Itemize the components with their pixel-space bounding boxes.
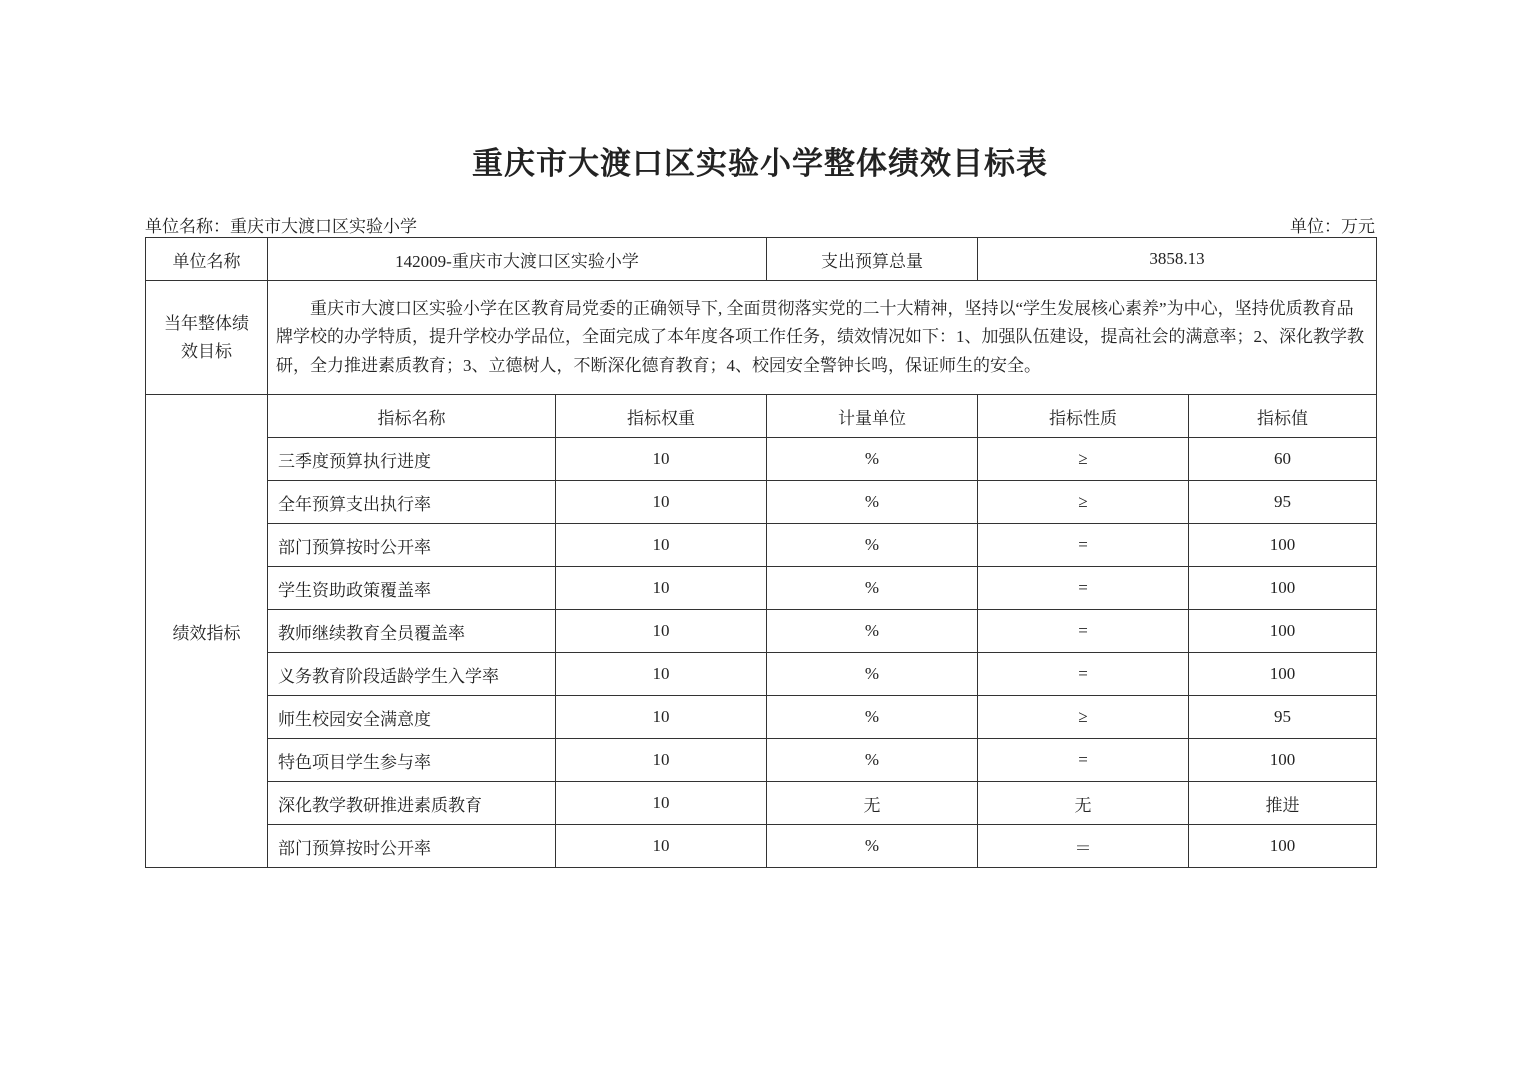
indicator-nature: =: [978, 610, 1189, 653]
goal-text: 重庆市大渡口区实验小学在区教育局党委的正确领导下, 全面贯彻落实党的二十大精神，坚持以“学生发展核心素养”为中心，坚持优质教育品牌学校的办学特质，提升学校办学品位，全面完成了本年度各项工作任务，绩效情况如下：1、加强队伍建设，提高社会的满意率；2、深化教学教研，全力推进素质教育；3、立德树人，不断深化德育教育；4、校园安全警钟长鸣，保证师生的安全。: [268, 281, 1377, 395]
column-header: 指标名称: [268, 395, 556, 438]
indicator-unit: %: [767, 567, 978, 610]
indicator-unit: %: [767, 524, 978, 567]
page-title: 重庆市大渡口区实验小学整体绩效目标表: [472, 146, 1048, 182]
indicator-unit: %: [767, 481, 978, 524]
indicator-value: 60: [1189, 438, 1377, 481]
table-row: [146, 524, 1377, 567]
indicator-weight: 10: [556, 481, 767, 524]
indicator-nature: ≥: [978, 696, 1189, 739]
indicator-nature: =: [978, 524, 1189, 567]
indicator-weight: 10: [556, 438, 767, 481]
table-row: [146, 653, 1377, 696]
indicator-unit: %: [767, 438, 978, 481]
indicator-weight: 10: [556, 739, 767, 782]
indicator-unit: %: [767, 653, 978, 696]
table-row: [146, 610, 1377, 653]
indicator-nature: =: [978, 739, 1189, 782]
goal-label: 当年整体绩效目标: [146, 281, 268, 395]
indicator-value: 100: [1189, 825, 1377, 868]
indicator-name: 师生校园安全满意度: [268, 696, 556, 739]
indicator-weight: 10: [556, 696, 767, 739]
indicator-weight: 10: [556, 653, 767, 696]
indicator-value: 推进: [1189, 782, 1377, 825]
indicator-unit: %: [767, 825, 978, 868]
column-header: 指标值: [1189, 395, 1377, 438]
indicator-value: 100: [1189, 524, 1377, 567]
indicator-name: 部门预算按时公开率: [268, 825, 556, 868]
currency-unit: 单位：万元: [1290, 217, 1375, 236]
table-row: [146, 696, 1377, 739]
indicator-value: 100: [1189, 567, 1377, 610]
indicator-unit: 无: [767, 782, 978, 825]
table-row: [146, 782, 1377, 825]
indicator-name: 深化教学教研推进素质教育: [268, 782, 556, 825]
column-header: 指标权重: [556, 395, 767, 438]
indicator-weight: 10: [556, 825, 767, 868]
indicator-nature: =: [978, 653, 1189, 696]
indicator-nature: =: [978, 567, 1189, 610]
indicator-weight: 10: [556, 524, 767, 567]
table-row: [146, 739, 1377, 782]
indicator-weight: 10: [556, 610, 767, 653]
budget-value: 3858.13: [978, 238, 1377, 281]
indicator-name: 全年预算支出执行率: [268, 481, 556, 524]
indicator-name: 三季度预算执行进度: [268, 438, 556, 481]
indicator-nature: 无: [978, 782, 1189, 825]
performance-table: [145, 237, 1377, 868]
indicator-value: 100: [1189, 610, 1377, 653]
indicator-value: 100: [1189, 653, 1377, 696]
indicator-weight: 10: [556, 782, 767, 825]
unit-value: 142009-重庆市大渡口区实验小学: [268, 238, 767, 281]
column-header: 计量单位: [767, 395, 978, 438]
table-row: [146, 438, 1377, 481]
indicator-name: 教师继续教育全员覆盖率: [268, 610, 556, 653]
table-row: [146, 567, 1377, 610]
indicator-weight: 10: [556, 567, 767, 610]
column-header: 指标性质: [978, 395, 1189, 438]
table-row: [146, 481, 1377, 524]
indicator-nature: ≥: [978, 438, 1189, 481]
indicator-unit: %: [767, 739, 978, 782]
indicator-name: 部门预算按时公开率: [268, 524, 556, 567]
indicator-unit: %: [767, 610, 978, 653]
budget-label: 支出预算总量: [767, 238, 978, 281]
indicator-nature: ≥: [978, 481, 1189, 524]
indicator-nature: ＝: [978, 825, 1189, 868]
indicator-name: 义务教育阶段适龄学生入学率: [268, 653, 556, 696]
table-row: [146, 825, 1377, 868]
indicator-value: 95: [1189, 696, 1377, 739]
indicator-label: 绩效指标: [146, 395, 268, 868]
indicator-value: 95: [1189, 481, 1377, 524]
indicator-header-row: [146, 395, 1377, 438]
indicator-name: 特色项目学生参与率: [268, 739, 556, 782]
indicator-value: 100: [1189, 739, 1377, 782]
indicator-unit: %: [767, 696, 978, 739]
goal-row: [146, 281, 1377, 395]
unit-name-line: 单位名称：重庆市大渡口区实验小学: [145, 217, 417, 236]
unit-label: 单位名称: [146, 238, 268, 281]
header-row: [146, 238, 1377, 281]
indicator-name: 学生资助政策覆盖率: [268, 567, 556, 610]
